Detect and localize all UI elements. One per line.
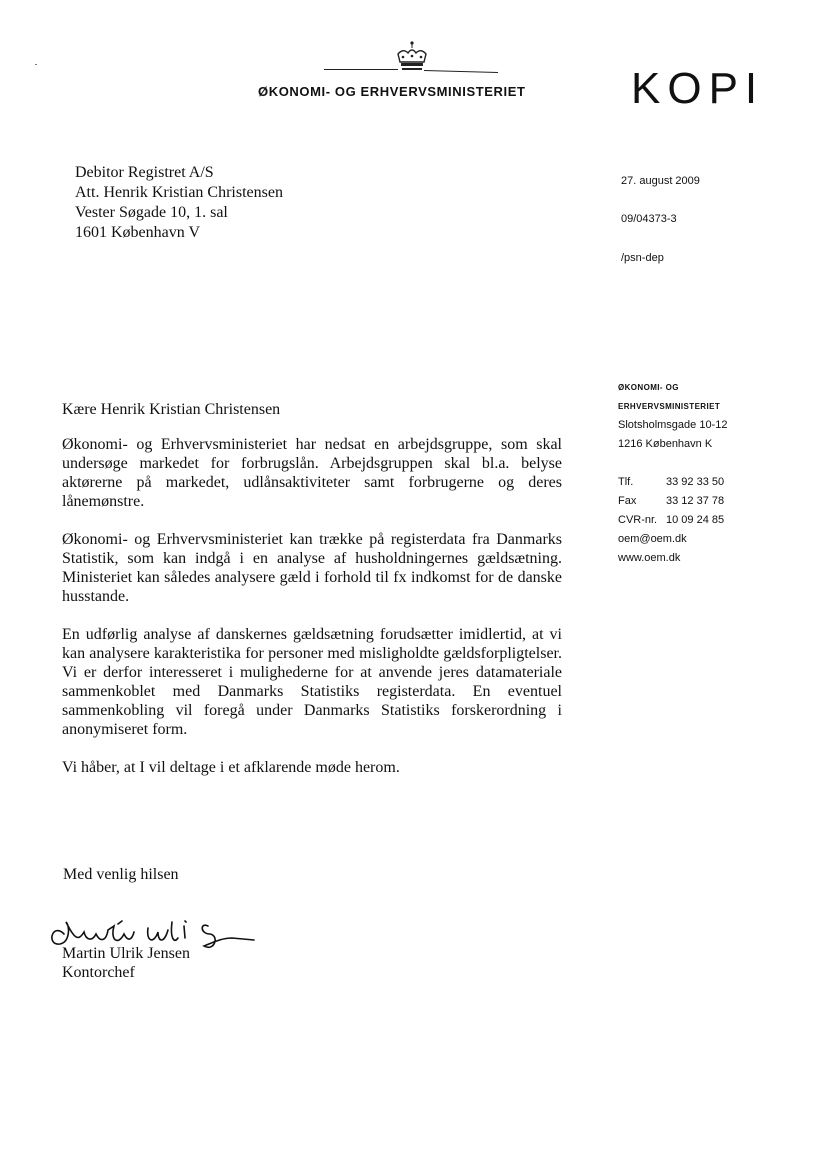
- sender-name-line1: ØKONOMI- OG: [618, 383, 679, 392]
- author-initials: /psn-dep: [621, 252, 664, 264]
- sender-block: [618, 378, 808, 568]
- contact-row-phone: [618, 473, 808, 492]
- sender-email: oem@oem.dk: [618, 533, 687, 545]
- paragraph: Økonomi- og Erhvervsministeriet kan trække på registerdata fra Danmarks Statistik, som kan indgå i en analyse af husholdningernes gældsætning. Ministeriet kan således analysere gæld i forhold til fx indkomst for de danske husstande.: [62, 531, 562, 605]
- recipient-line: Vester Søgade 10, 1. sal: [75, 204, 228, 221]
- copy-stamp: KOPI: [631, 64, 765, 113]
- letterhead-rule-right: [424, 70, 498, 73]
- letter-date: 27. august 2009: [621, 175, 700, 187]
- letterhead-rule-left: [324, 69, 398, 70]
- recipient-address: [75, 163, 283, 243]
- contact-row-fax: [618, 492, 808, 511]
- signer-title: Kontorchef: [62, 964, 135, 981]
- closing: Med venlig hilsen: [63, 866, 179, 883]
- recipient-line: 1601 København V: [75, 224, 201, 241]
- letter-body: [62, 400, 562, 796]
- ministry-name: ØKONOMI- OG ERHVERVSMINISTERIET: [258, 84, 526, 99]
- paragraph: Økonomi- og Erhvervsministeriet har nedsat en arbejdsgruppe, som skal undersøge markedet for forbrugslån. Arbejdsgruppen skal bl.a. belyse aktørerne på markedet, udlånsaktiviteter samt forbrugerne og deres lånemønstre.: [62, 436, 562, 510]
- contact-value: 33 12 37 78: [666, 495, 725, 507]
- recipient-line: Att. Henrik Kristian Christensen: [75, 184, 283, 201]
- recipient-line: Debitor Registret A/S: [75, 164, 214, 181]
- contact-value: 10 09 24 85: [666, 514, 725, 526]
- sender-street: Slotsholmsgade 10-12: [618, 419, 728, 431]
- reference-number: 09/04373-3: [621, 213, 677, 225]
- paragraph: Vi håber, at I vil deltage i et afklarende møde herom.: [62, 759, 400, 776]
- contact-label: Tlf.: [618, 476, 634, 488]
- contact-label: CVR-nr.: [618, 514, 658, 526]
- contact-value: 33 92 33 50: [666, 476, 725, 488]
- sender-website: www.oem.dk: [618, 552, 681, 564]
- sender-name-line2: ERHVERVSMINISTERIET: [618, 402, 721, 411]
- crown-logo-icon: [392, 40, 432, 74]
- sender-city: 1216 København K: [618, 438, 713, 450]
- signer-name: Martin Ulrik Jensen: [62, 945, 190, 962]
- contact-label: Fax: [618, 495, 637, 507]
- scan-speck: [35, 64, 37, 65]
- contact-row-cvr: [618, 511, 808, 530]
- salutation: Kære Henrik Kristian Christensen: [62, 401, 281, 418]
- paragraph: En udførlig analyse af danskernes gældsætning forudsætter imidlertid, at vi kan analysere karakteristika for personer med misligholdte gældsforpligtelser. Vi er derfor interesseret i mulighederne for at anvende jeres datamateriale sammenkoblet med Danmarks Statistiks registerdata. En eventuel sammenkobling vil foregå under Danmarks Statistiks forskerordning i anonymiseret form.: [62, 626, 562, 738]
